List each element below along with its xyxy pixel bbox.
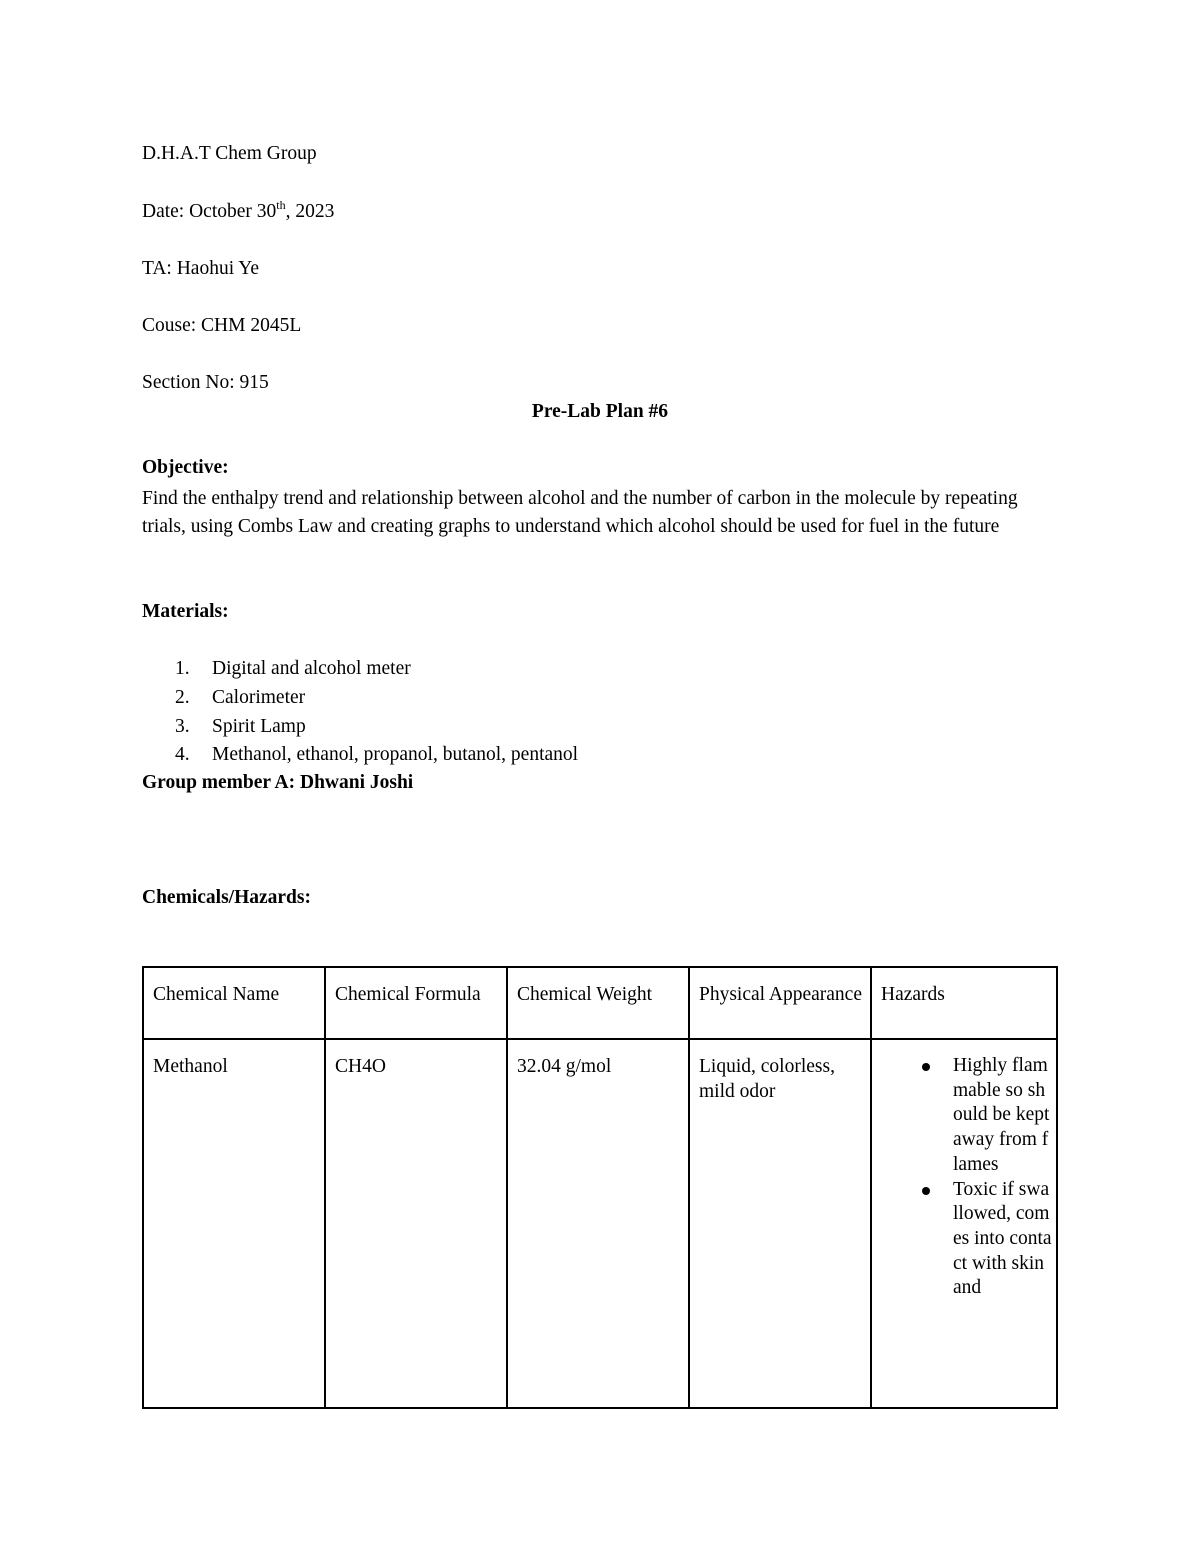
header-cell: Hazards (871, 967, 1057, 1039)
header-cell: Chemical Formula (325, 967, 507, 1039)
list-item (142, 684, 578, 713)
header-cell: Physical Appearance (689, 967, 871, 1039)
list-item (886, 1054, 1052, 1178)
list-number: 4. (175, 744, 190, 766)
cell-physical-appearance: Liquid, colorless, mild odor (689, 1039, 871, 1408)
header-cell: Chemical Weight (507, 967, 689, 1039)
cell-chemical-weight: 32.04 g/mol (507, 1039, 689, 1408)
list-number: 3. (175, 715, 190, 737)
table-row (143, 1039, 1057, 1408)
list-item (142, 741, 578, 770)
chemicals-heading: Chemicals/Hazards: (142, 887, 311, 908)
objective-heading: Objective: (142, 457, 229, 478)
group-member: Group member A: Dhwani Joshi (142, 772, 414, 793)
cell-chemical-formula: CH4O (325, 1039, 507, 1408)
date-ordinal: th (276, 198, 286, 212)
list-item (142, 713, 578, 742)
list-number: 1. (175, 658, 190, 679)
cell-hazards (871, 1039, 1057, 1408)
course-line: Couse: CHM 2045L (142, 315, 302, 336)
list-text: Digital and alcohol meter (212, 658, 411, 679)
list-number: 2. (175, 686, 190, 708)
date-line (142, 200, 334, 224)
date-year: , 2023 (285, 201, 335, 222)
section-line: Section No: 915 (142, 372, 269, 393)
group-name: D.H.A.T Chem Group (142, 143, 317, 164)
bullet-icon (922, 1063, 930, 1071)
hazard-text: Highly flammable so should be kept away from flames (953, 1055, 1050, 1175)
date-text: Date: October 30 (142, 201, 277, 222)
chemicals-table (142, 966, 1058, 1409)
header-cell: Chemical Name (143, 967, 325, 1039)
ta-line: TA: Haohui Ye (142, 258, 260, 279)
table-header-row (143, 967, 1057, 1039)
hazard-text: Toxic if swallowed, comes into contact with skin and (953, 1178, 1052, 1299)
list-text: Spirit Lamp (212, 715, 306, 737)
page-title: Pre-Lab Plan #6 (531, 401, 669, 422)
list-text: Methanol, ethanol, propanol, butanol, pentanol (212, 744, 579, 766)
list-item (142, 655, 578, 684)
list-item (886, 1178, 1052, 1302)
list-text: Calorimeter (212, 686, 306, 708)
bullet-icon (922, 1187, 930, 1195)
hazards-list (886, 1054, 1052, 1301)
materials-list (142, 655, 578, 770)
objective-text: Find the enthalpy trend and relationship between alcohol and the number of carbon in the molecule by repeating trials, using Combs Law and creating graphs to understand which alcohol should be used for fuel in the future (142, 488, 1018, 538)
cell-chemical-name: Methanol (143, 1039, 325, 1408)
materials-heading: Materials: (142, 601, 229, 622)
